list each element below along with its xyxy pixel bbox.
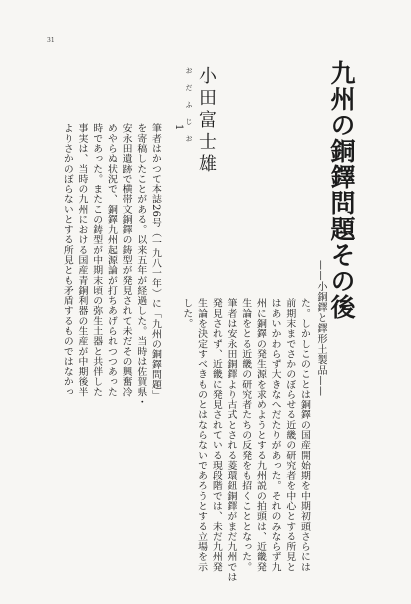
section-number: 1 [173,124,184,131]
body-line: を寄稿したことがある。以来五年が経過した。当時は佐賀県・ [135,123,147,407]
body-line: 発見されず、近畿に発見されている現段階では、未だ九州発 [210,298,222,572]
body-line: はあいかわらず大きなへだたりがあった。それのみならず九 [269,298,281,572]
author-name: 小田富士雄 [196,66,217,176]
body-line: 生論を決定すべきものとはならないであろうとする立場を示 [196,298,208,572]
body-line: した。 [181,298,193,329]
body-line: めやらぬ状況で、銅鐸九州起源論が打ちあげられつつあった [105,123,117,397]
body-line: 安永田遺跡で横帯文銅鐸の鋳型が発見されて未だその興奮冷 [120,123,132,397]
body-line: た。しかしこのことは銅鐸の国産開始期を中期初頭さらには [299,298,310,572]
body-line: 事実は、当時の九州における国産青銅利器の生産が中期後半 [76,123,88,397]
page-number: 31 [47,37,55,44]
body-line: 州に銅鐸の発生源を求めようとする九州説の拍頭は、近畿発 [254,298,266,572]
body-line: 前期末までさかのぼらせる近畿の研究者を中心とする所見と [284,298,296,572]
body-column-lower [61,298,311,588]
body-line: 筆者は安永田銅鐸より古式とされる菱環鈕銅鐸がまだ九州では [225,298,237,582]
body-line: 生論をとる近畿の研究者たちの反発をも招くこととなった。 [240,298,252,572]
body-line: よりさかのぼらないとする所見とも矛盾するものではなかっ [61,123,73,397]
body-line: 筆者はかつて本誌26号（一九八一年）に「九州の銅鐸問題」 [150,123,161,400]
author-ruby: おだふじお [185,67,193,152]
body-line: 時であった。またこの鋳型が中期末頃の弥生土器と共伴した [91,123,103,397]
article-title: 九州の銅鐸問題その後 [327,60,356,320]
article-subtitle: ——小銅鐸と鐸形土製品—— [315,260,326,397]
